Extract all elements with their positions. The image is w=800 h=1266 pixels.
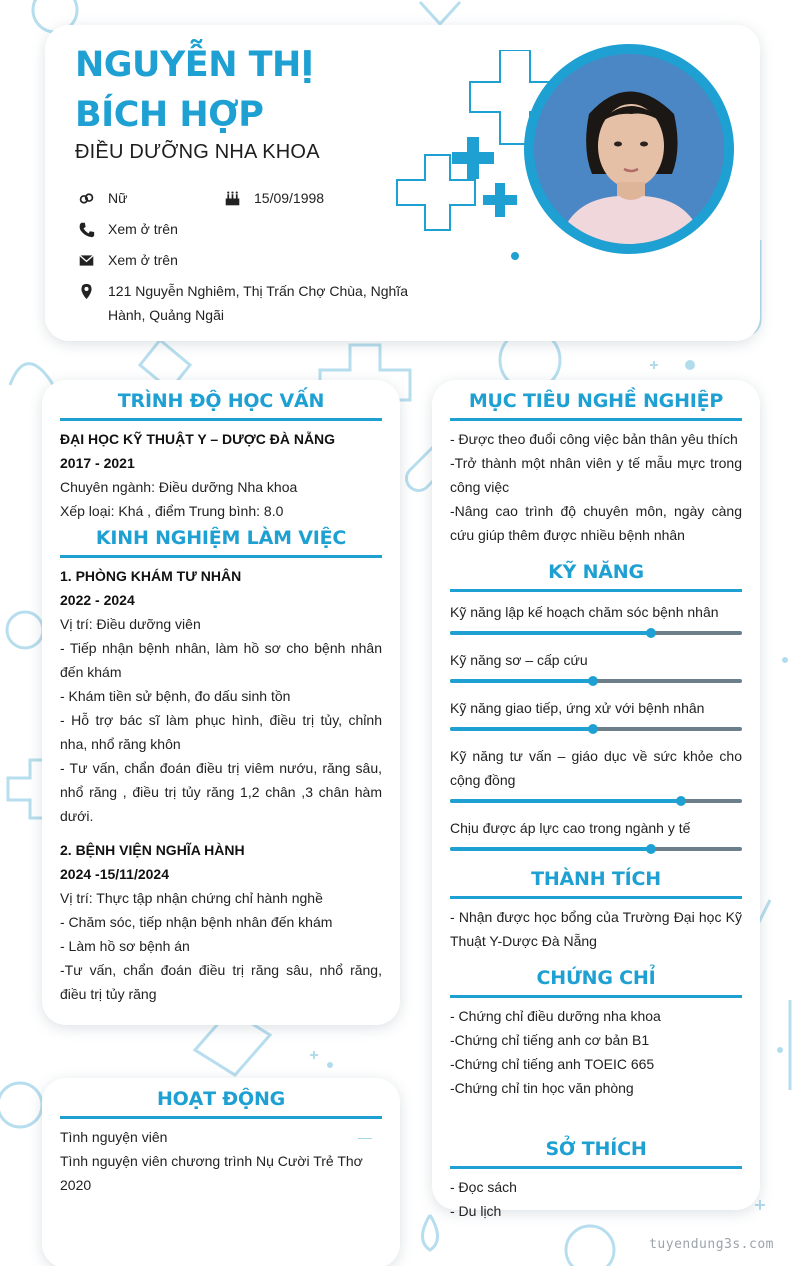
certificate-item: -Chứng chỉ tiếng anh TOEIC 665: [450, 1056, 655, 1072]
objective-line: - Được theo đuổi công việc bản thân yêu thích: [450, 431, 738, 447]
phone-value: Xem ở trên: [108, 221, 178, 237]
skill-item: [450, 696, 742, 734]
hobby-item: - Du lịch: [450, 1203, 502, 1219]
address-row: [78, 279, 408, 327]
job-company: 2. BỆNH VIỆN NGHĨA HÀNH: [60, 842, 245, 858]
skill-bar-knob: [588, 724, 598, 734]
objective-line: -Nâng cao trình độ chuyên môn, ngày càng cứu giúp thêm được nhiều bệnh nhân: [450, 503, 742, 543]
hobbies-section: [450, 1138, 742, 1223]
activities-heading: HOẠT ĐỘNG: [60, 1088, 382, 1119]
job-period: 2024 -15/11/2024: [60, 866, 169, 882]
achievements-section: [450, 868, 742, 953]
experience-section: [60, 527, 382, 1006]
ring-shape: [566, 1226, 614, 1266]
education-section: [60, 390, 382, 523]
skill-item: [450, 600, 742, 638]
skill-bar-fill: [450, 727, 593, 731]
job-duty: - Chăm sóc, tiếp nhận bệnh nhân đến khám: [60, 914, 333, 930]
birthday-value: 15/09/1998: [254, 190, 325, 206]
address-value: 121 Nguyễn Nghiêm, Thị Trấn Chợ Chùa, Nghĩa Hành, Quảng Ngãi: [108, 283, 408, 323]
ring-shape: [7, 612, 43, 648]
activity-role: Tình nguyện viên: [60, 1129, 168, 1145]
skill-bar-fill: [450, 847, 651, 851]
birthday-cake-icon: [224, 186, 244, 210]
skill-item: [450, 648, 742, 686]
skill-level-bar: [450, 724, 742, 734]
achievements-heading: THÀNH TÍCH: [450, 868, 742, 899]
job-duty: - Hỗ trợ bác sĩ làm phục hình, điều trị tủy, chỉnh nha, nhổ răng khôn: [60, 712, 382, 752]
skill-level-bar: [450, 628, 742, 638]
job-duty: -Tư vấn, chẩn đoán điều trị răng sâu, nhổ răng, điều trị tủy răng: [60, 962, 382, 1002]
objective-heading: MỤC TIÊU NGHỀ NGHIỆP: [450, 390, 742, 421]
left-column-card: [42, 380, 400, 1025]
education-grade: Xếp loại: Khá , điểm Trung bình: 8.0: [60, 503, 284, 519]
gender-value: Nữ: [108, 190, 128, 206]
skill-label: Kỹ năng tư vấn – giáo dục về sức khỏe cho cộng đồng: [450, 748, 742, 788]
hobby-item: - Đọc sách: [450, 1179, 517, 1195]
skill-label: Chịu được áp lực cao trong ngành y tế: [450, 820, 691, 836]
job-entry: [60, 564, 382, 828]
flask-shape: [420, 2, 460, 24]
skill-label: Kỹ năng giao tiếp, ứng xử với bệnh nhân: [450, 700, 705, 716]
profile-header-card: [45, 25, 760, 341]
achievement-text: - Nhận được học bổng của Trường Đại học Kỹ Thuật Y-Dược Đà Nẵng: [450, 909, 742, 949]
job-entry: [60, 838, 382, 1006]
skill-bar-fill: [450, 679, 593, 683]
envelope-icon: [78, 248, 98, 272]
avatar-frame: [524, 44, 734, 254]
skill-bar-knob: [588, 676, 598, 686]
certificate-item: - Chứng chỉ điều dưỡng nha khoa: [450, 1008, 661, 1024]
job-period: 2022 - 2024: [60, 592, 135, 608]
education-heading: TRÌNH ĐỘ HỌC VẤN: [60, 390, 382, 421]
email-row: [78, 248, 178, 272]
skill-bar-knob: [676, 796, 686, 806]
activities-card: [42, 1078, 400, 1266]
watermark: tuyendung3s.com: [649, 1237, 774, 1252]
ring-shape: [0, 1083, 42, 1127]
skill-bar-knob: [646, 844, 656, 854]
job-duty: - Tư vấn, chẩn đoán điều trị viêm nướu, răng sâu, nhổ răng , điều trị tủy răng 1,2 chân ,3 chân hàm dưới.: [60, 760, 382, 824]
job-duty: - Khám tiền sử bệnh, đo dấu sinh tồn: [60, 688, 291, 704]
skills-section: [450, 561, 742, 854]
skill-bar-knob: [646, 628, 656, 638]
skill-item: [450, 816, 742, 854]
map-pin-icon: [78, 279, 98, 303]
skills-heading: KỸ NĂNG: [450, 561, 742, 592]
activity-description: Tình nguyện viên chương trình Nụ Cười Trẻ Thơ: [60, 1153, 363, 1169]
objective-section: [450, 390, 742, 547]
phone-row: [78, 217, 178, 241]
education-period: 2017 - 2021: [60, 455, 135, 471]
activity-role-row: [60, 1125, 382, 1149]
skill-level-bar: [450, 796, 742, 806]
activity-dash: —: [358, 1129, 372, 1145]
skill-item: [450, 744, 742, 806]
certificates-heading: CHỨNG CHỈ: [450, 967, 742, 998]
job-position: Vị trí: Thực tập nhận chứng chỉ hành nghề: [60, 890, 323, 906]
activity-year: 2020: [60, 1177, 92, 1193]
certificates-section: [450, 967, 742, 1100]
job-position: Vị trí: Điều dưỡng viên: [60, 616, 201, 632]
skill-label: Kỹ năng sơ – cấp cứu: [450, 652, 588, 668]
gender-icon: [78, 186, 98, 210]
job-title: ĐIỀU DƯỠNG NHA KHOA: [75, 141, 320, 163]
skill-level-bar: [450, 844, 742, 854]
job-company: 1. PHÒNG KHÁM TƯ NHÂN: [60, 568, 242, 584]
certificate-item: -Chứng chỉ tiếng anh cơ bản B1: [450, 1032, 650, 1048]
right-column-card: [432, 380, 760, 1219]
job-duty: - Làm hồ sơ bệnh án: [60, 938, 190, 954]
skill-bar-fill: [450, 799, 681, 803]
certificate-item: -Chứng chỉ tin học văn phòng: [450, 1080, 634, 1096]
skill-bar-fill: [450, 631, 651, 635]
portrait-photo: [534, 54, 724, 244]
school-name: ĐẠI HỌC KỸ THUẬT Y – DƯỢC ĐÀ NẴNG: [60, 431, 336, 447]
birthday-row: [224, 186, 324, 210]
skills-list: [450, 600, 742, 854]
gender-row: [78, 186, 127, 210]
skill-label: Kỹ năng lập kế hoạch chăm sóc bệnh nhân: [450, 604, 719, 620]
candidate-name: NGUYỄN THỊ BÍCH HỢP: [75, 45, 314, 135]
email-value: Xem ở trên: [108, 252, 178, 268]
phone-icon: [78, 217, 98, 241]
skill-level-bar: [450, 676, 742, 686]
experience-heading: KINH NGHIỆM LÀM VIỆC: [60, 527, 382, 558]
drop-shape: [423, 1215, 438, 1250]
hobbies-heading: SỞ THÍCH: [450, 1138, 742, 1169]
education-major: Chuyên ngành: Điều dưỡng Nha khoa: [60, 479, 298, 495]
avatar: [534, 54, 724, 244]
objective-line: -Trở thành một nhân viên y tế mẫu mực trong công việc: [450, 455, 742, 495]
job-duty: - Tiếp nhận bệnh nhân, làm hồ sơ cho bệnh nhân đến khám: [60, 640, 382, 680]
